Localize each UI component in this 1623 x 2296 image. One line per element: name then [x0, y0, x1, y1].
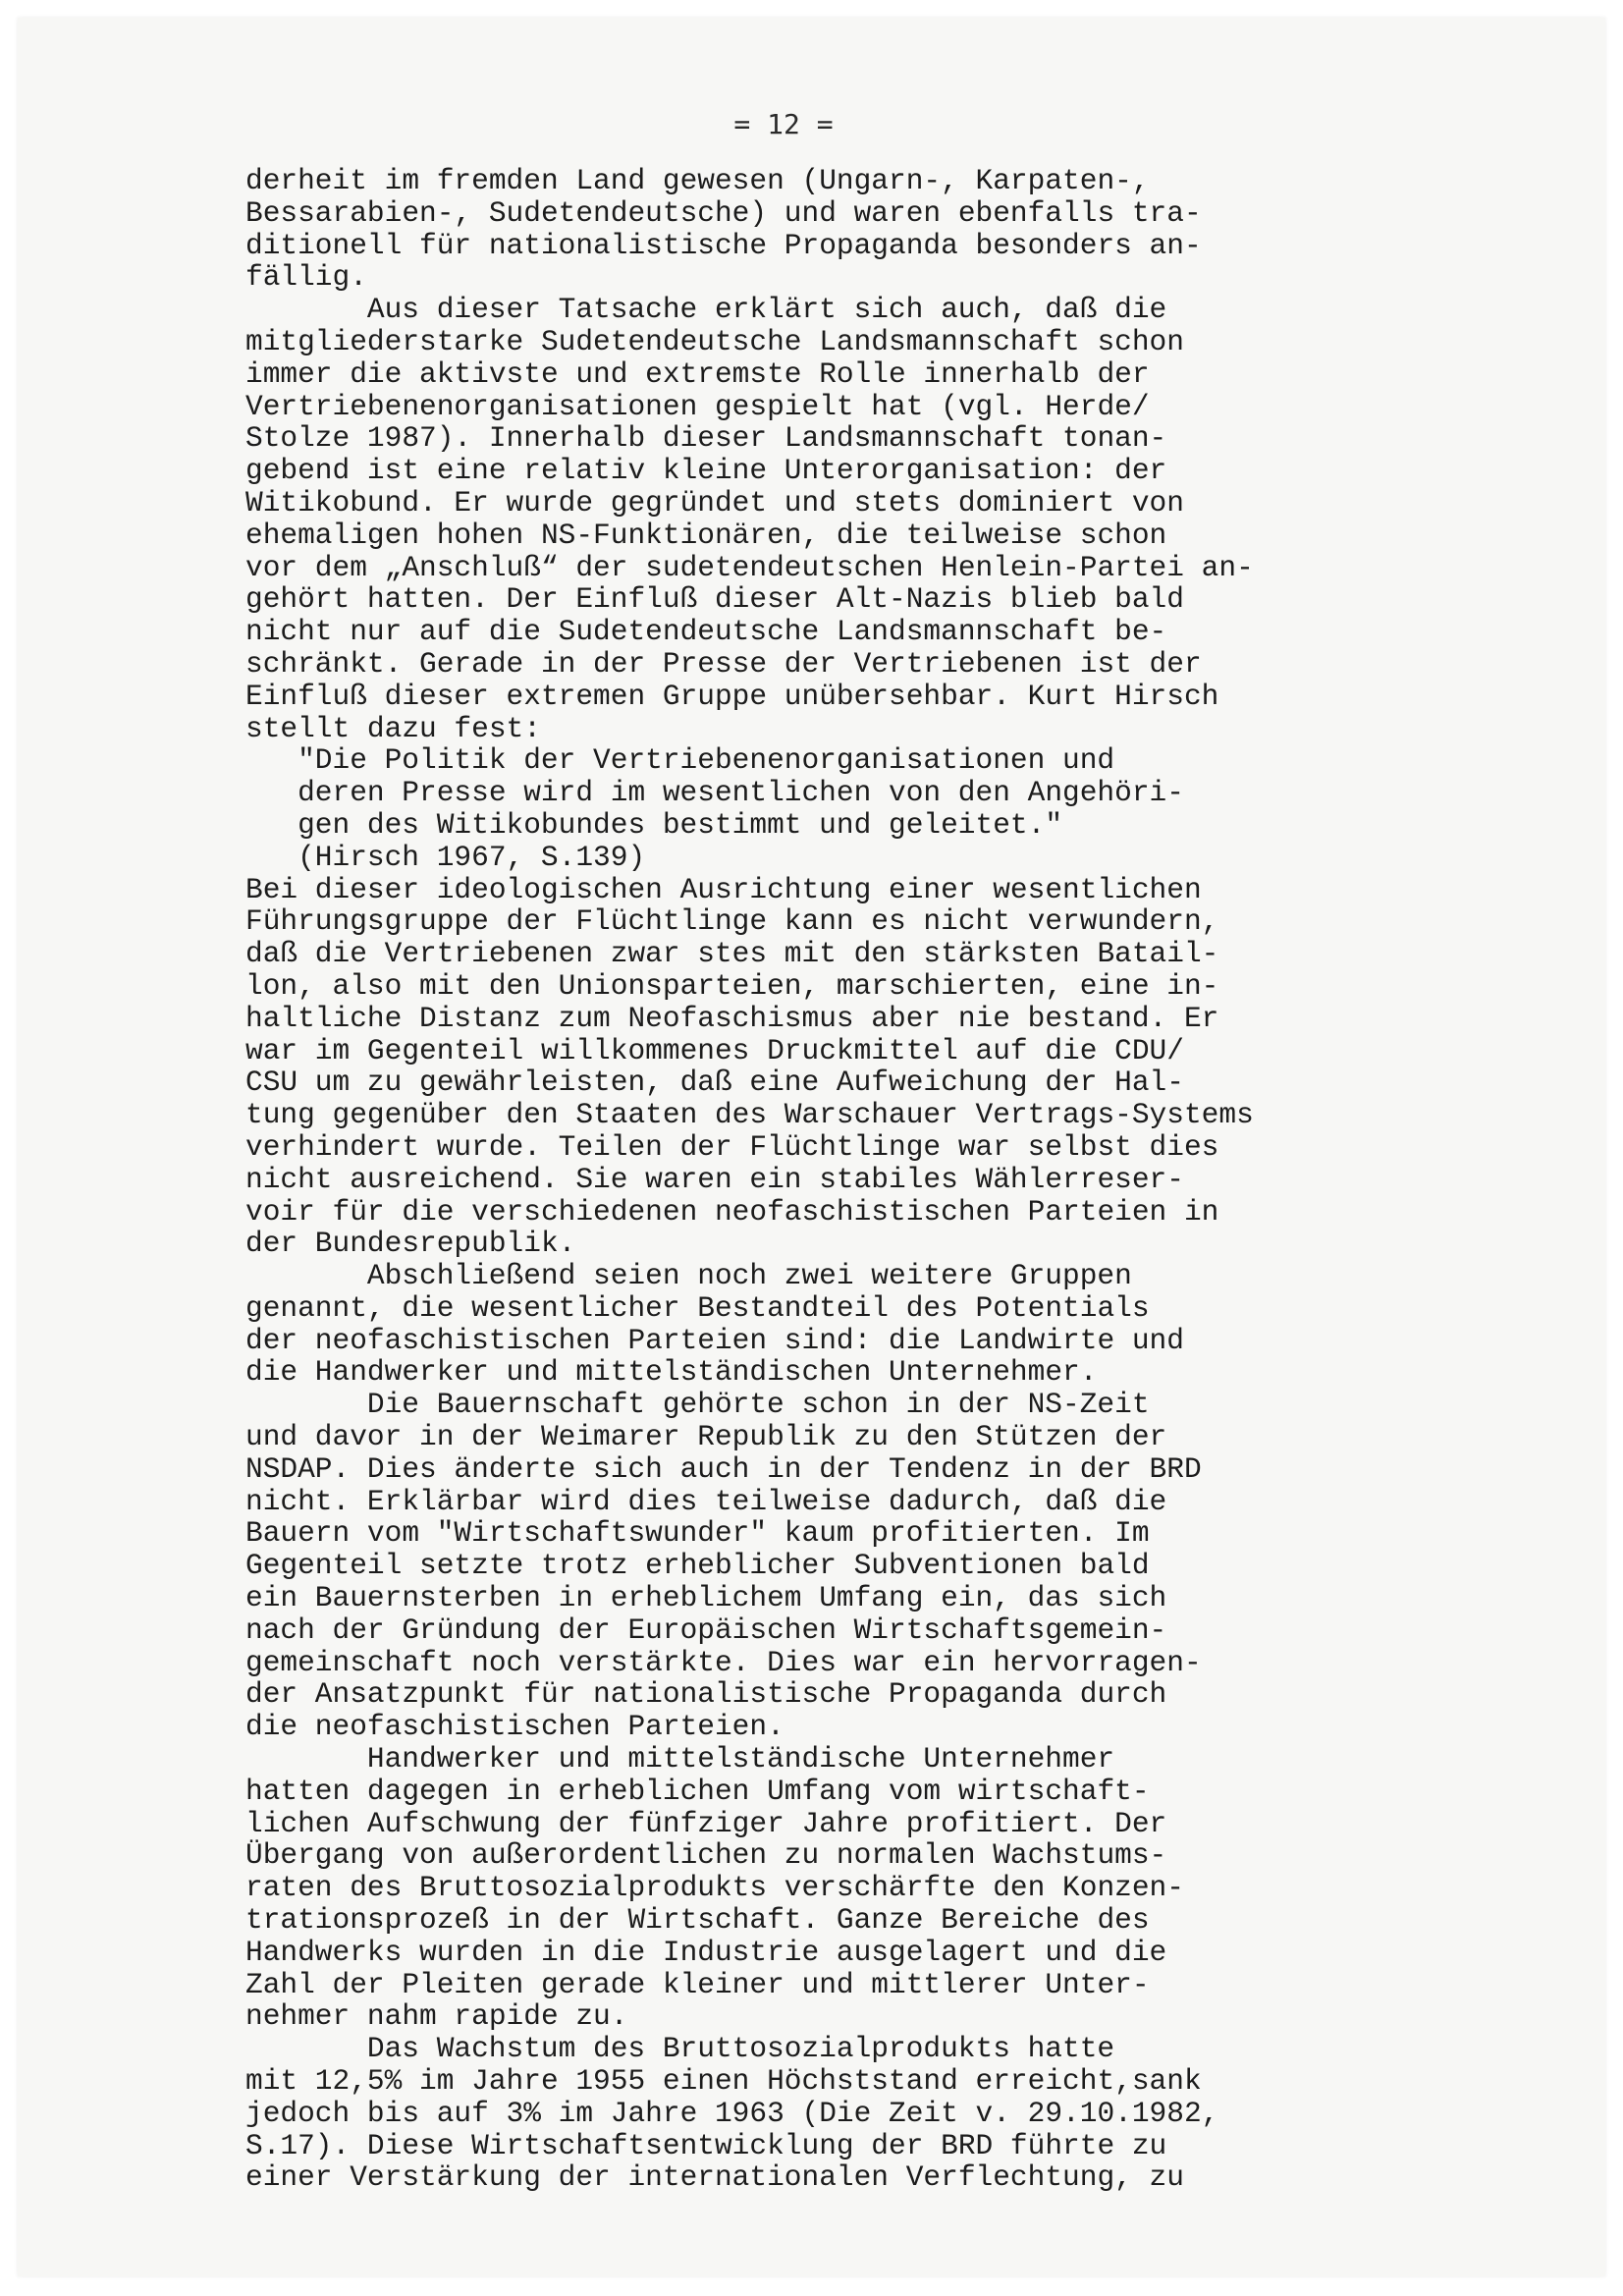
text-line: war im Gegenteil willkommenes Druckmittel auf die CDU/	[245, 1033, 1184, 1067]
text-line: S.17). Diese Wirtschaftsentwicklung der BRD führte zu	[245, 2128, 1167, 2162]
text-line: Bessarabien-, Sudetendeutsche) und waren ebenfalls tra-	[245, 195, 1202, 230]
text-line: der Ansatzpunkt für nationalistische Propaganda durch	[245, 1677, 1167, 1712]
text-line: die neofaschistischen Parteien.	[245, 1710, 784, 1744]
page-number: = 12 =	[733, 108, 834, 140]
text-line: der Bundesrepublik.	[245, 1227, 576, 1261]
text-line: Handwerks wurden in die Industrie ausgelagert und die	[245, 1935, 1167, 1969]
text-line: gebend ist eine relativ kleine Unterorganisation: der	[245, 454, 1167, 488]
text-line: voir für die verschiedenen neofaschistischen Parteien in	[245, 1194, 1219, 1229]
text-line: Übergang von außerordentlichen zu normalen Wachstums-	[245, 1838, 1167, 1873]
text-line: Stolze 1987). Innerhalb dieser Landsmannschaft tonan-	[245, 421, 1167, 456]
text-line: Zahl der Pleiten gerade kleiner und mittlerer Unter-	[245, 1967, 1150, 2001]
text-line: fällig.	[245, 260, 367, 295]
text-line: mit 12,5% im Jahre 1955 einen Höchststand erreicht,sank	[245, 2064, 1202, 2099]
text-line: "Die Politik der Vertriebenenorganisationen und	[298, 743, 1115, 778]
text-line: mitgliederstarke Sudetendeutsche Landsmannschaft schon	[245, 324, 1184, 358]
text-line: Bauern vom "Wirtschaftswunder" kaum profitierten. Im	[245, 1516, 1150, 1551]
text-line: hatten dagegen in erheblichen Umfang vom wirtschaft-	[245, 1774, 1150, 1808]
text-line: Einfluß dieser extremen Gruppe unübersehbar. Kurt Hirsch	[245, 679, 1219, 713]
text-line: Aus dieser Tatsache erklärt sich auch, daß die	[366, 293, 1167, 327]
text-line: nach der Gründung der Europäischen Wirtschaftsgemein-	[245, 1613, 1167, 1647]
text-line: die Handwerker und mittelständischen Unternehmer.	[245, 1355, 1098, 1390]
text-line: jedoch bis auf 3% im Jahre 1963 (Die Zeit v. 29.10.1982,	[245, 2096, 1219, 2130]
text-line: schränkt. Gerade in der Presse der Vertriebenen ist der	[245, 646, 1202, 681]
text-line: lon, also mit den Unionsparteien, marschierten, eine in-	[245, 968, 1219, 1003]
text-line: derheit im fremden Land gewesen (Ungarn-, Karpaten-,	[245, 164, 1150, 197]
text-line: immer die aktivste und extremste Rolle innerhalb der	[245, 356, 1150, 391]
text-line: Bei dieser ideologischen Ausrichtung einer wesentlichen	[245, 872, 1202, 906]
text-line: deren Presse wird im wesentlichen von den Angehöri-	[298, 776, 1184, 810]
text-line: ditionell für nationalistische Propaganda besonders an-	[245, 228, 1202, 262]
text-line: CSU um zu gewährleisten, daß eine Aufweichung der Hal-	[245, 1066, 1184, 1100]
text-line: raten des Bruttosozialprodukts verschärfte den Konzen-	[245, 1871, 1184, 1905]
text-line: nicht. Erklärbar wird dies teilweise dadurch, daß die	[245, 1484, 1167, 1518]
text-line: genannt, die wesentlicher Bestandteil des Potentials	[245, 1290, 1150, 1325]
text-line: Die Bauernschaft gehörte schon in der NS-Zeit	[366, 1388, 1150, 1422]
text-line: nicht ausreichend. Sie waren ein stabiles Wählerreser-	[245, 1162, 1184, 1196]
text-line: ein Bauernsterben in erheblichem Umfang ein, das sich	[245, 1581, 1167, 1615]
text-line: Witikobund. Er wurde gegründet und stets dominiert von	[245, 485, 1184, 519]
text-line: lichen Aufschwung der fünfziger Jahre profitiert. Der	[245, 1806, 1167, 1840]
text-line: (Hirsch 1967, S.139)	[298, 840, 646, 874]
text-line: der neofaschistischen Parteien sind: die Landwirte und	[245, 1323, 1184, 1357]
text-line: stellt dazu fest:	[245, 711, 541, 745]
text-line: haltliche Distanz zum Neofaschismus aber nie bestand. Er	[245, 1001, 1219, 1035]
text-line: gemeinschaft noch verstärkte. Dies war ein hervorragen-	[245, 1645, 1202, 1679]
text-line: einer Verstärkung der internationalen Verflechtung, zu	[245, 2160, 1184, 2195]
text-line: Das Wachstum des Bruttosozialprodukts hatte	[366, 2032, 1115, 2066]
text-line: trationsprozeß in der Wirtschaft. Ganze Bereiche des	[245, 1903, 1150, 1938]
text-line: vor dem „Anschluß“ der sudetendeutschen Henlein-Partei an-	[245, 550, 1254, 584]
text-line: verhindert wurde. Teilen der Flüchtlinge war selbst dies	[245, 1129, 1219, 1164]
text-line: Führungsgruppe der Flüchtlinge kann es nicht verwundern,	[245, 904, 1219, 939]
text-line: daß die Vertriebenen zwar stes mit den stärksten Batail-	[245, 937, 1219, 971]
body-text	[245, 165, 1453, 2194]
text-line: nicht nur auf die Sudetendeutsche Landsmannschaft be-	[245, 615, 1167, 649]
scanned-page	[18, 18, 1605, 2276]
text-line: Gegenteil setzte trotz erheblicher Subventionen bald	[245, 1549, 1150, 1583]
text-line: tung gegenüber den Staaten des Warschauer Vertrags-Systems	[245, 1098, 1254, 1132]
text-line: gen des Witikobundes bestimmt und geleitet."	[298, 807, 1063, 842]
text-line: NSDAP. Dies änderte sich auch in der Tendenz in der BRD	[245, 1451, 1202, 1486]
text-line: Handwerker und mittelständische Unternehmer	[366, 1742, 1115, 1777]
text-line: ehemaligen hohen NS-Funktionären, die teilweise schon	[245, 518, 1167, 552]
text-line: Abschließend seien noch zwei weitere Gruppen	[366, 1259, 1132, 1293]
text-line: Vertriebenenorganisationen gespielt hat (vgl. Herde/	[245, 389, 1150, 423]
text-line: nehmer nahm rapide zu.	[245, 1999, 628, 2034]
text-line: gehört hatten. Der Einfluß dieser Alt-Nazis blieb bald	[245, 582, 1184, 617]
text-line: und davor in der Weimarer Republik zu den Stützen der	[245, 1420, 1167, 1454]
